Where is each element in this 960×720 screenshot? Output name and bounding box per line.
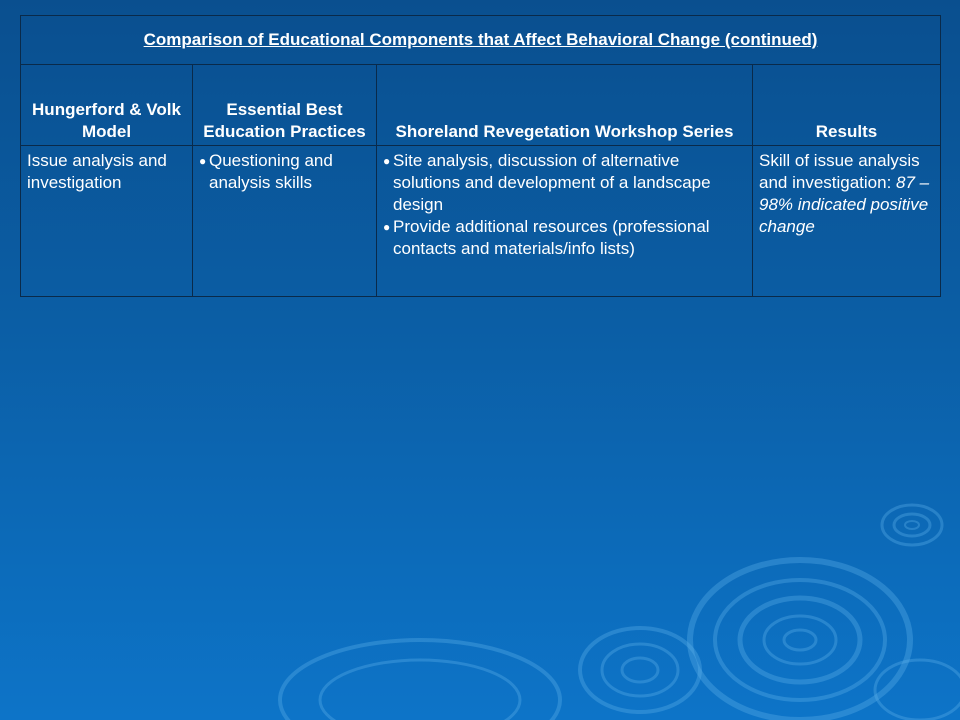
table-row [21,146,941,297]
table-title-row [21,16,941,65]
cell-model: Issue analysis and investigation [21,146,193,297]
header-workshop-series: Shoreland Revegetation Workshop Series [377,65,753,146]
header-best-practices: Essential Best Education Practices [193,65,377,146]
list-item [199,150,370,194]
comparison-table [20,15,941,297]
workshop-text: Site analysis, discussion of alternative solutions and development of a landscape design [393,151,711,214]
list-item [383,216,746,260]
cell-practices [193,146,377,297]
table-header-row [21,65,941,146]
bullet-icon: ● [199,154,207,168]
results-italic-text: 87 – 98% indicated positive change [759,173,930,236]
workshop-text: Provide additional resources (professional contacts and materials/info lists) [393,217,710,258]
cell-workshop [377,146,753,297]
cell-results [753,146,941,297]
practice-text: Questioning and analysis skills [209,151,333,192]
header-results: Results [753,65,941,146]
table-title: Comparison of Educational Components that Affect Behavioral Change (continued) [21,16,941,65]
bullet-icon: ● [383,154,391,168]
bullet-icon: ● [383,220,391,234]
results-text: Skill of issue analysis and investigation: [759,151,920,192]
list-item [383,150,746,216]
header-hungerford-volk: Hungerford & Volk Model [21,65,193,146]
